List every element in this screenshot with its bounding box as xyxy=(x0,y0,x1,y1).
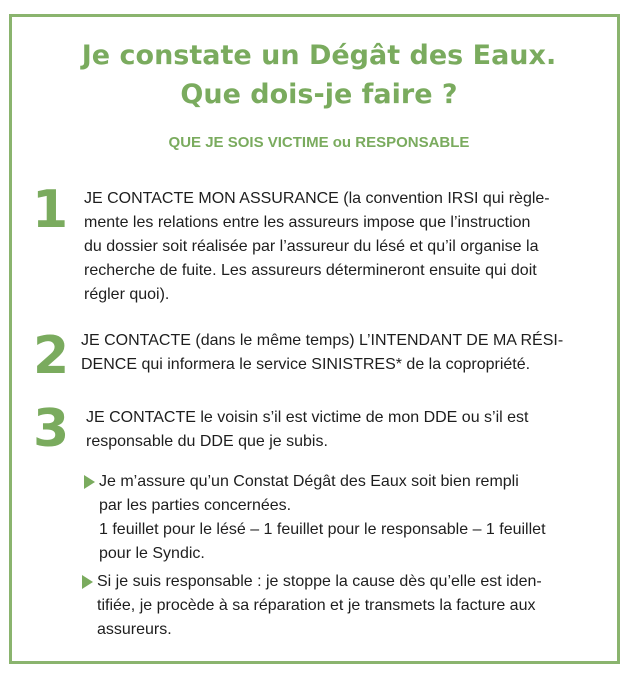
step-1-line: mente les relations entre les assureurs impose que l’instruction xyxy=(84,214,531,231)
bullet-2-line: Si je suis responsable : je stoppe la cause dès qu’elle est iden- xyxy=(97,573,542,590)
step-1-line: recherche de fuite. Les assureurs détermineront ensuite qui doit xyxy=(84,262,537,279)
bullet-1-line: pour le Syndic. xyxy=(99,545,205,562)
step-2-line: DENCE qui informera le service SINISTRES* de la copropriété. xyxy=(81,356,531,373)
bullet-2-line: tifiée, je procède à sa réparation et je transmets la facture aux xyxy=(97,597,536,614)
step-1-line: régler quoi). xyxy=(84,286,170,303)
triangle-bullet-icon xyxy=(84,475,95,489)
step-1-text xyxy=(84,187,604,307)
step-number-2: 2 xyxy=(33,326,70,386)
bullet-2-text xyxy=(97,570,607,642)
step-number-1: 1 xyxy=(32,180,69,240)
bullet-1-line: 1 feuillet pour le lésé – 1 feuillet pour le responsable – 1 feuillet xyxy=(99,521,546,538)
step-3-line: responsable du DDE que je subis. xyxy=(86,433,328,450)
step-2-text xyxy=(81,329,605,377)
step-number-3: 3 xyxy=(33,399,70,459)
bullet-1-line: Je m’assure qu’un Constat Dégât des Eaux soit bien rempli xyxy=(99,473,519,490)
subtitle: QUE JE SOIS VICTIME ou RESPONSABLE xyxy=(168,134,470,151)
step-2-line: JE CONTACTE (dans le même temps) L’INTENDANT DE MA RÉSI- xyxy=(81,332,564,349)
step-1-line: du dossier soit réalisée par l’assureur du lésé et qu’il organise la xyxy=(84,238,539,255)
step-3-text xyxy=(86,406,586,454)
page-title xyxy=(0,36,638,114)
step-3-line: JE CONTACTE le voisin s’il est victime de mon DDE ou s’il est xyxy=(86,409,529,426)
title-line-1: Je constate un Dégât des Eaux. xyxy=(81,40,557,71)
triangle-bullet-icon xyxy=(82,575,93,589)
bullet-1-line: par les parties concernées. xyxy=(99,497,292,514)
title-line-2: Que dois-je faire ? xyxy=(180,79,458,110)
bullet-2-line: assureurs. xyxy=(97,621,172,638)
step-1-line: JE CONTACTE MON ASSURANCE (la convention IRSI qui règle- xyxy=(84,190,550,207)
bullet-1-text xyxy=(99,470,599,566)
